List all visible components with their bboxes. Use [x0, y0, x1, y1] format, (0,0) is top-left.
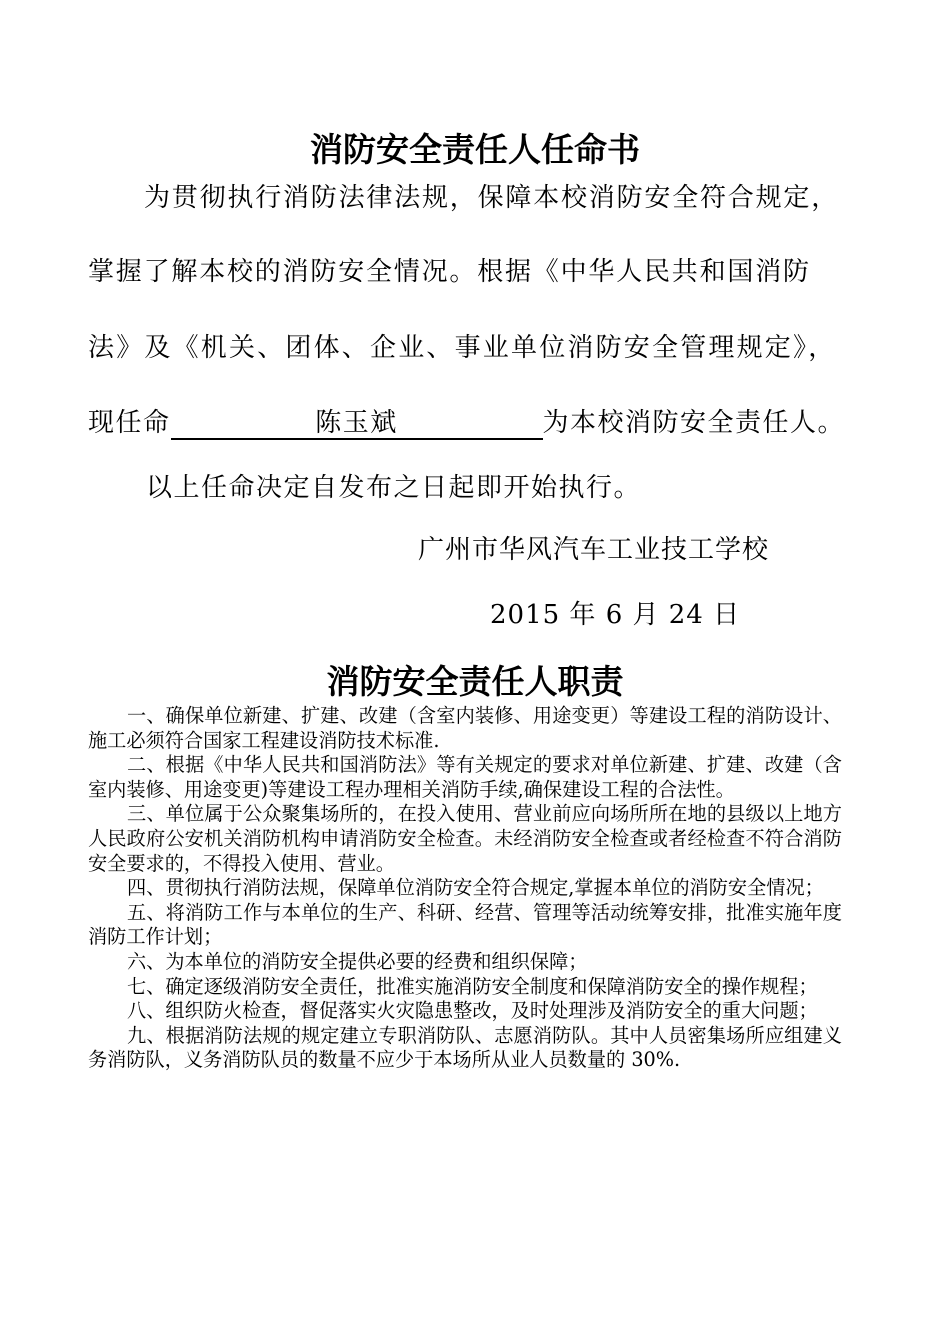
duty-item: 九、根据消防法规的规定建立专职消防队、志愿消防队。其中人员密集场所应组建义务消防队，义务消防队员的数量不应少于本场所从业人员数量的 30%. [88, 1023, 842, 1072]
issue-date: 2015 年 6 月 24 日 [490, 600, 741, 630]
appointment-line-5: 以上任命决定自发布之日起即开始执行。 [146, 473, 642, 503]
duties-list [88, 704, 842, 1073]
appointment-line-3: 法》及《机关、团体、企业、事业单位消防安全管理规定》， [88, 333, 837, 363]
duty-item: 六、为本单位的消防安全提供必要的经费和组织保障； [127, 949, 588, 973]
duty-item: 二、根据《中华人民共和国消防法》等有关规定的要求对单位新建、扩建、改建（含室内装修、用途变更)等建设工程办理相关消防手续,确保建设工程的合法性。 [88, 753, 842, 801]
duty-item: 八、组织防火检查，督促落实火灾隐患整改，及时处理涉及消防安全的重大问题； [127, 999, 818, 1023]
duty-item: 三、单位属于公众聚集场所的，在投入使用、营业前应向场所所在地的县级以上地方人民政府公安机关消防机构申请消防安全检查。未经消防安全检查或者经检查不符合消防安全要求的，不得投入使用、营业。 [88, 802, 842, 875]
appointee-name-field: 陈玉斌 [171, 408, 543, 440]
duty-item: 一、确保单位新建、扩建、改建（含室内装修、用途变更）等建设工程的消防设计、施工必须符合国家工程建设消防技术标准. [88, 704, 842, 752]
appointment-title: 消防安全责任人任命书 [310, 130, 640, 169]
appointment-line-1 [88, 180, 868, 216]
appointment-line-2: 掌握了解本校的消防安全情况。根据《中华人民共和国消防 [88, 257, 811, 287]
duty-item: 四、贯彻执行消防法规，保障单位消防安全符合规定,掌握本单位的消防安全情况； [127, 876, 824, 900]
duties-title: 消防安全责任人职责 [326, 662, 624, 701]
appointment-text-1: 为贯彻执行消防法律法规，保障本校消防安全符合规定， [144, 183, 840, 213]
issuing-organization: 广州市华风汽车工业技工学校 [418, 535, 770, 565]
duty-item: 五、将消防工作与本单位的生产、科研、经营、管理等活动统筹安排，批准实施年度消防工作计划； [88, 900, 842, 949]
appointment-line-4 [88, 405, 868, 441]
appoint-suffix: 为本校消防安全责任人。 [542, 408, 846, 438]
duty-item: 七、确定逐级消防安全责任，批准实施消防安全制度和保障消防安全的操作规程； [127, 974, 818, 998]
appoint-prefix: 现任命 [88, 408, 171, 438]
